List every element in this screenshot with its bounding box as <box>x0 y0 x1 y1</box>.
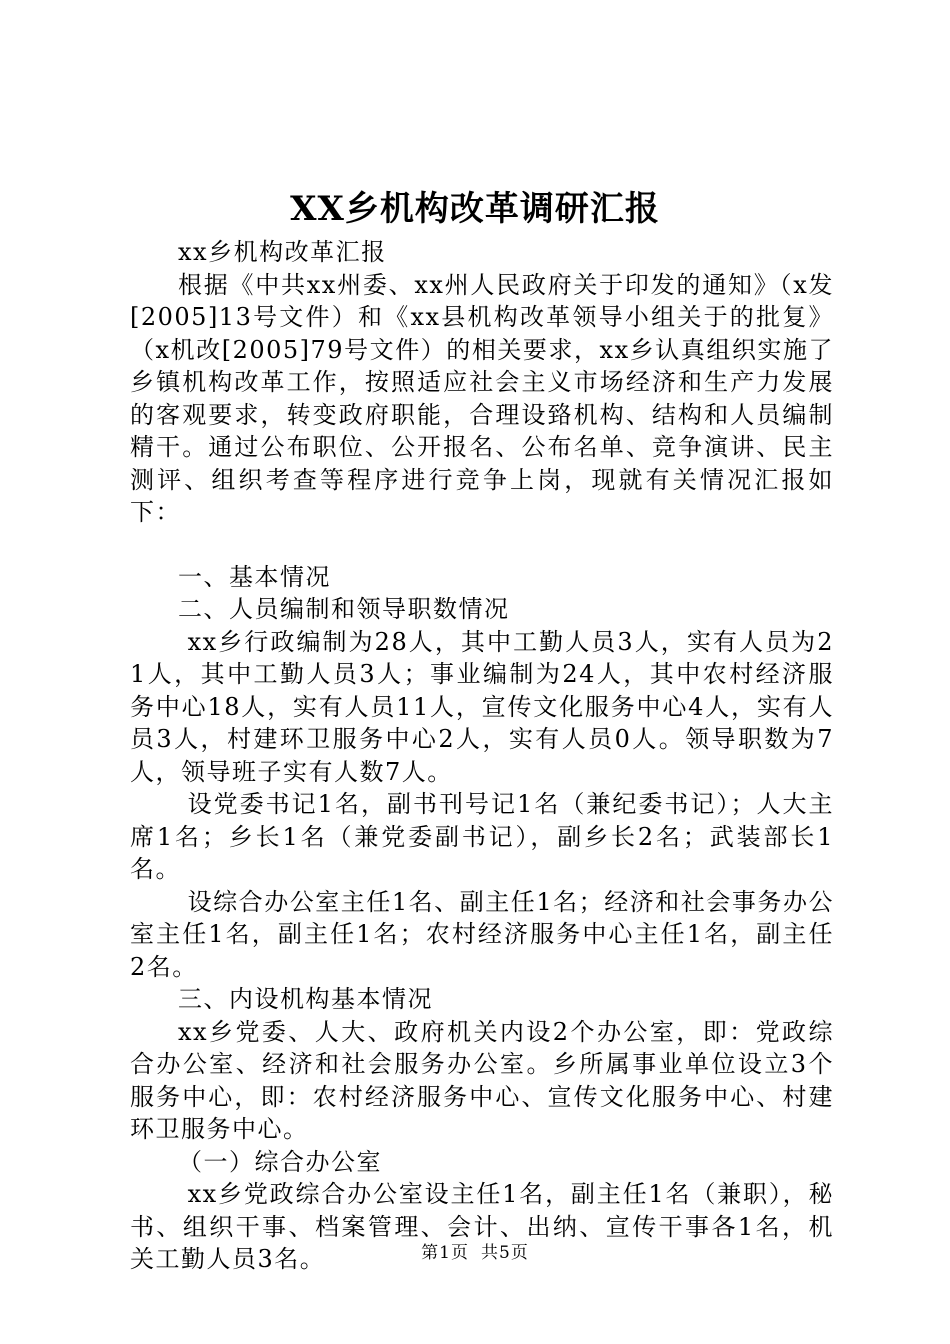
document-title: XX乡机构改革调研汇报 <box>290 189 660 229</box>
paragraph-subtitle: xx乡机构改革汇报 <box>178 238 387 266</box>
paragraph-staffing: xx乡行政编制为28人，其中工勤人员3人，实有人员为21人，其中工勤人员3人；事业编制为24人，其中农村经济服务中心18人，实有人员11人，宣传文化服务中心4人，实有人员3人，村建环卫服务中心2人，实有人员0人。领导职数为7人，领导班子实有人数7人。 <box>130 627 834 786</box>
document-body <box>130 236 834 1276</box>
page-footer <box>0 1241 950 1265</box>
subsection-heading-office: （一）综合办公室 <box>178 1147 382 1176</box>
paragraph-office-heads: 设综合办公室主任1名、副主任1名；经济和社会事务办公室主任1名，副主任1名；农村经济服务中心主任1名，副主任2名。 <box>130 887 834 981</box>
paragraph-institutions: xx乡党委、人大、政府机关内设2个办公室，即：党政综合办公室、经济和社会服务办公室。乡所属事业单位设立3个服务中心，即：农村经济服务中心、宣传文化服务中心、村建环卫服务中心。 <box>130 1017 834 1143</box>
page-total: 共5页 <box>481 1243 529 1263</box>
section-heading-staffing: 二、人员编制和领导职数情况 <box>178 595 510 623</box>
section-heading-institutions: 三、内设机构基本情况 <box>178 985 433 1013</box>
page-number: 第1页 <box>421 1243 469 1263</box>
section-heading-basic: 一、基本情况 <box>178 562 331 591</box>
paragraph-office: xx乡党政综合办公室设主任1名，副主任1名（兼职），秘书、组织干事、档案管理、会计、出纳、宣传干事各1名，机关工勤人员3名。 <box>130 1180 834 1273</box>
paragraph-intro: 根据《中共xx州委、xx州人民政府关于印发的通知》（x发[2005]13号文件）和《xx县机构改革领导小组关于的批复》（x机改[2005]79号文件）的相关要求，xx乡认真组织实施了乡镇机构改革工作，按照适应社会主义市场经济和生产力发展的客观要求，转变政府职能，合理设臵机构、结构和人员编制精干。通过公布职位、公开报名、公布名单、竞争演讲、民主测评、组织考查等程序进行竞争上岗，现就有关情况汇报如下： <box>130 270 834 526</box>
paragraph-leadership: 设党委书记1名，副书刊号记1名（兼纪委书记）；人大主席1名；乡长1名（兼党委副书记），副乡长2名；武装部长1名。 <box>130 790 834 883</box>
